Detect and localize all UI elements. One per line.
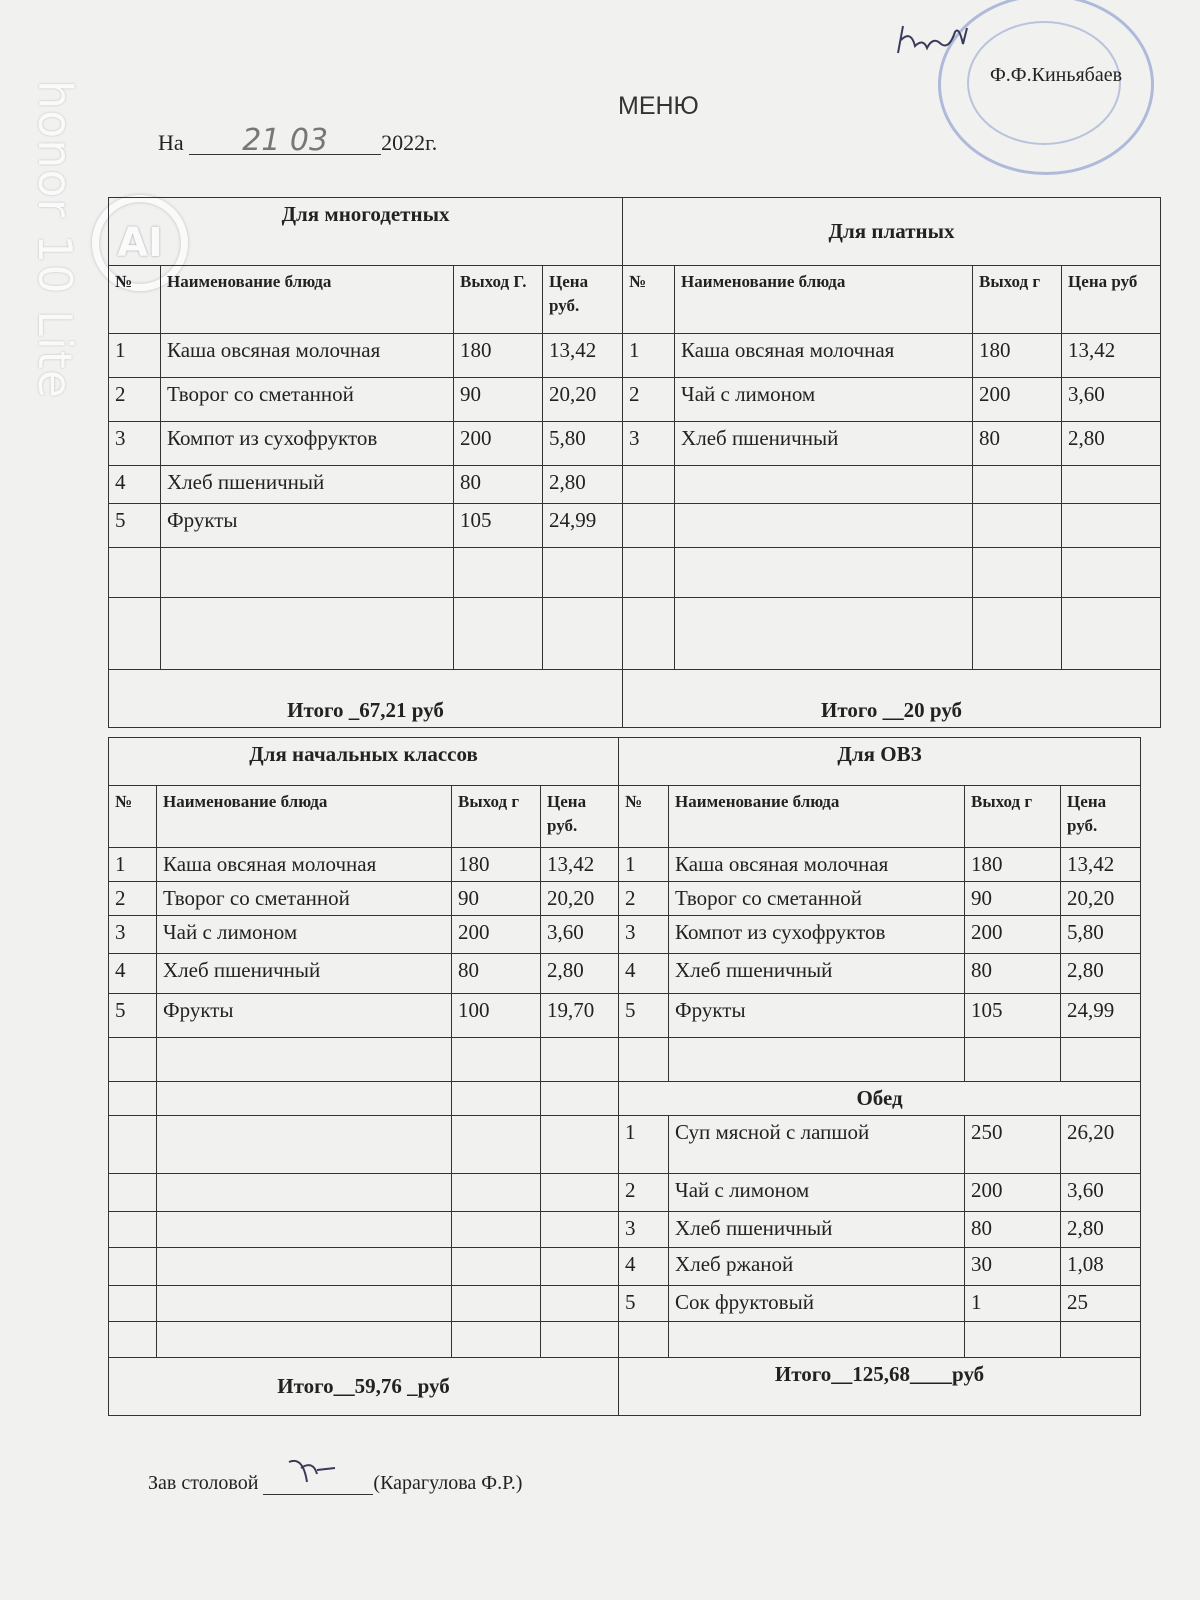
col-header-number: № xyxy=(109,266,161,334)
cell-price: 2,80 xyxy=(1061,954,1141,994)
date-suffix: 2022г. xyxy=(381,130,438,155)
cell-price: 5,80 xyxy=(543,422,623,466)
cell-dish xyxy=(161,598,454,670)
cell-output: 200 xyxy=(454,422,543,466)
cell-number xyxy=(109,1082,157,1116)
cell-number: 3 xyxy=(109,916,157,954)
cell-number: 3 xyxy=(109,422,161,466)
cell-price: 20,20 xyxy=(543,378,623,422)
col-header-dish: Наименование блюда xyxy=(161,266,454,334)
cell-price: 1,08 xyxy=(1061,1248,1141,1286)
section-title-ovz: Для ОВЗ xyxy=(619,738,1141,786)
cell-output: 80 xyxy=(973,422,1062,466)
cell-output xyxy=(973,548,1062,598)
cell-number: 1 xyxy=(619,848,669,882)
table-row xyxy=(109,1174,1141,1212)
cell-output xyxy=(452,1248,541,1286)
cell-dish: Чай с лимоном xyxy=(669,1174,965,1212)
cell-dish: Фрукты xyxy=(157,994,452,1038)
cell-price xyxy=(543,598,623,670)
camera-watermark: honor 10 Lite xyxy=(28,80,82,400)
cell-price xyxy=(541,1212,619,1248)
cell-price xyxy=(1061,1038,1141,1082)
cell-price: 20,20 xyxy=(1061,882,1141,916)
cell-dish: Сок фруктовый xyxy=(669,1286,965,1322)
cell-number: 5 xyxy=(109,504,161,548)
cell-output xyxy=(452,1174,541,1212)
cell-number xyxy=(623,466,675,504)
cell-dish xyxy=(157,1038,452,1082)
section-title-paid: Для платных xyxy=(623,198,1161,266)
cell-dish xyxy=(157,1174,452,1212)
cell-dish xyxy=(669,1038,965,1082)
cell-output xyxy=(965,1038,1061,1082)
cell-price xyxy=(1061,1322,1141,1358)
cell-number: 3 xyxy=(623,422,675,466)
cell-price xyxy=(1062,548,1161,598)
cell-dish: Фрукты xyxy=(669,994,965,1038)
table-row xyxy=(109,1116,1141,1174)
cell-dish: Хлеб пшеничный xyxy=(157,954,452,994)
table-row xyxy=(109,1212,1141,1248)
cell-number: 4 xyxy=(619,954,669,994)
cell-number: 5 xyxy=(619,1286,669,1322)
cell-dish: Чай с лимоном xyxy=(157,916,452,954)
total-large-families: Итого _67,21 руб xyxy=(109,670,623,728)
cell-output: 105 xyxy=(965,994,1061,1038)
cell-dish xyxy=(157,1248,452,1286)
cell-number xyxy=(109,548,161,598)
cell-dish xyxy=(157,1116,452,1174)
footer-signature xyxy=(263,1474,373,1495)
table-row xyxy=(109,954,1141,994)
cell-dish: Каша овсяная молочная xyxy=(669,848,965,882)
cell-number: 2 xyxy=(619,882,669,916)
table-row xyxy=(109,848,1141,882)
cell-output: 90 xyxy=(454,378,543,422)
table-row xyxy=(109,548,1161,598)
approver-signature xyxy=(893,18,983,63)
cell-dish xyxy=(157,1286,452,1322)
cell-number: 1 xyxy=(109,334,161,378)
cell-number xyxy=(109,1322,157,1358)
cell-dish: Компот из сухофруктов xyxy=(161,422,454,466)
cell-output xyxy=(965,1322,1061,1358)
cell-output: 200 xyxy=(965,916,1061,954)
cell-output: 80 xyxy=(454,466,543,504)
cell-output: 80 xyxy=(965,954,1061,994)
cell-output xyxy=(973,466,1062,504)
canteen-head-signature xyxy=(283,1452,343,1488)
col-header-output: Выход г xyxy=(452,786,541,848)
date-prefix: На xyxy=(158,130,184,155)
total-ovz: Итого__125,68____руб xyxy=(619,1358,1141,1416)
cell-price: 13,42 xyxy=(541,848,619,882)
cell-output xyxy=(454,598,543,670)
section-title-large-families: Для многодетных xyxy=(109,198,623,266)
table-row xyxy=(109,1082,1141,1116)
cell-output: 105 xyxy=(454,504,543,548)
cell-price xyxy=(541,1082,619,1116)
cell-price xyxy=(541,1116,619,1174)
cell-number: 4 xyxy=(109,466,161,504)
cell-output: 100 xyxy=(452,994,541,1038)
cell-number: 5 xyxy=(619,994,669,1038)
cell-price: 19,70 xyxy=(541,994,619,1038)
cell-price: 2,80 xyxy=(1062,422,1161,466)
cell-output xyxy=(973,598,1062,670)
cell-number: 2 xyxy=(109,882,157,916)
cell-dish xyxy=(157,1212,452,1248)
cell-number xyxy=(623,548,675,598)
col-header-price: Цена руб. xyxy=(541,786,619,848)
cell-output: 30 xyxy=(965,1248,1061,1286)
cell-number xyxy=(109,1286,157,1322)
cell-dish: Чай с лимоном xyxy=(675,378,973,422)
cell-price: 13,42 xyxy=(1061,848,1141,882)
cell-number: 2 xyxy=(109,378,161,422)
col-header-output: Выход г xyxy=(965,786,1061,848)
cell-number: 1 xyxy=(109,848,157,882)
cell-dish: Каша овсяная молочная xyxy=(675,334,973,378)
cell-dish xyxy=(161,548,454,598)
cell-price xyxy=(541,1248,619,1286)
cell-dish xyxy=(157,1082,452,1116)
footer-role: Зав столовой xyxy=(148,1472,259,1494)
table-row xyxy=(109,378,1161,422)
table-row xyxy=(109,994,1141,1038)
cell-price: 5,80 xyxy=(1061,916,1141,954)
cell-number: 3 xyxy=(619,916,669,954)
table-row xyxy=(109,422,1161,466)
bottom-rows xyxy=(109,848,1141,1358)
col-header-dish: Наименование блюда xyxy=(675,266,973,334)
cell-number xyxy=(109,598,161,670)
table-row xyxy=(109,504,1161,548)
table-row xyxy=(109,1248,1141,1286)
cell-price xyxy=(541,1174,619,1212)
cell-number: 3 xyxy=(619,1212,669,1248)
section-title-primary: Для начальных классов xyxy=(109,738,619,786)
cell-number: 4 xyxy=(619,1248,669,1286)
cell-number: 1 xyxy=(623,334,675,378)
cell-number: 2 xyxy=(619,1174,669,1212)
footer-signature-line xyxy=(148,1472,522,1495)
cell-price xyxy=(1062,466,1161,504)
cell-output: 90 xyxy=(965,882,1061,916)
approver-name: Ф.Ф.Киньябаев xyxy=(990,64,1123,86)
cell-number: 4 xyxy=(109,954,157,994)
cell-output xyxy=(452,1286,541,1322)
cell-dish: Хлеб пшеничный xyxy=(669,954,965,994)
cell-output xyxy=(973,504,1062,548)
cell-price xyxy=(1062,598,1161,670)
footer-person: (Карагулова Ф.Р.) xyxy=(373,1472,523,1494)
cell-price: 26,20 xyxy=(1061,1116,1141,1174)
cell-dish: Компот из сухофруктов xyxy=(669,916,965,954)
cell-output xyxy=(452,1116,541,1174)
cell-dish: Каша овсяная молочная xyxy=(157,848,452,882)
col-header-dish: Наименование блюда xyxy=(157,786,452,848)
cell-price: 13,42 xyxy=(543,334,623,378)
cell-dish xyxy=(157,1322,452,1358)
cell-number xyxy=(109,1174,157,1212)
cell-number: 2 xyxy=(623,378,675,422)
cell-dish: Творог со сметанной xyxy=(157,882,452,916)
col-header-price: Цена руб. xyxy=(543,266,623,334)
cell-price xyxy=(1062,504,1161,548)
cell-price: 2,80 xyxy=(543,466,623,504)
cell-output: 90 xyxy=(452,882,541,916)
cell-number: 5 xyxy=(109,994,157,1038)
col-header-output: Выход г xyxy=(973,266,1062,334)
page-title: МЕНЮ xyxy=(618,92,699,120)
cell-output xyxy=(452,1082,541,1116)
cell-output xyxy=(452,1322,541,1358)
cell-price xyxy=(543,548,623,598)
col-header-price: Цена руб xyxy=(1062,266,1161,334)
cell-dish xyxy=(675,466,973,504)
cell-price: 25 xyxy=(1061,1286,1141,1322)
cell-dish: Хлеб пшеничный xyxy=(161,466,454,504)
cell-number xyxy=(109,1116,157,1174)
col-header-number: № xyxy=(109,786,157,848)
col-header-price: Цена руб. xyxy=(1061,786,1141,848)
ai-badge-icon: AI xyxy=(92,195,188,291)
cell-number xyxy=(109,1038,157,1082)
cell-dish xyxy=(675,504,973,548)
cell-output: 80 xyxy=(965,1212,1061,1248)
col-header-number: № xyxy=(619,786,669,848)
total-paid: Итого __20 руб xyxy=(623,670,1161,728)
cell-number xyxy=(109,1248,157,1286)
cell-output: 1 xyxy=(965,1286,1061,1322)
cell-number xyxy=(623,504,675,548)
col-header-dish: Наименование блюда xyxy=(669,786,965,848)
cell-number xyxy=(109,1212,157,1248)
table-row xyxy=(109,334,1161,378)
col-header-output: Выход Г. xyxy=(454,266,543,334)
cell-dish: Хлеб пшеничный xyxy=(675,422,973,466)
cell-price: 3,60 xyxy=(1062,378,1161,422)
cell-dish xyxy=(675,548,973,598)
cell-dish: Каша овсяная молочная xyxy=(161,334,454,378)
cell-dish: Фрукты xyxy=(161,504,454,548)
cell-price: 24,99 xyxy=(543,504,623,548)
cell-dish: Творог со сметанной xyxy=(161,378,454,422)
cell-output: 250 xyxy=(965,1116,1061,1174)
top-menu-table xyxy=(108,197,1161,728)
table-row xyxy=(109,882,1141,916)
cell-output: 180 xyxy=(965,848,1061,882)
bottom-menu-table xyxy=(108,737,1141,1416)
lunch-section-title: Обед xyxy=(619,1082,1141,1116)
cell-price: 13,42 xyxy=(1062,334,1161,378)
table-row xyxy=(109,1322,1141,1358)
cell-output: 80 xyxy=(452,954,541,994)
cell-output: 200 xyxy=(452,916,541,954)
cell-price: 3,60 xyxy=(541,916,619,954)
menu-date-line xyxy=(158,123,438,158)
cell-price xyxy=(541,1322,619,1358)
cell-output xyxy=(454,548,543,598)
cell-dish: Хлеб пшеничный xyxy=(669,1212,965,1248)
cell-dish xyxy=(675,598,973,670)
cell-output: 200 xyxy=(965,1174,1061,1212)
cell-output: 180 xyxy=(454,334,543,378)
cell-price xyxy=(541,1286,619,1322)
cell-number xyxy=(619,1038,669,1082)
cell-dish xyxy=(669,1322,965,1358)
cell-dish: Творог со сметанной xyxy=(669,882,965,916)
table-row xyxy=(109,598,1161,670)
table-row xyxy=(109,1286,1141,1322)
cell-output: 180 xyxy=(973,334,1062,378)
cell-price: 24,99 xyxy=(1061,994,1141,1038)
cell-number: 1 xyxy=(619,1116,669,1174)
cell-price: 20,20 xyxy=(541,882,619,916)
table-row xyxy=(109,916,1141,954)
cell-dish: Хлеб ржаной xyxy=(669,1248,965,1286)
table-row xyxy=(109,466,1161,504)
cell-number xyxy=(623,598,675,670)
cell-price xyxy=(541,1038,619,1082)
cell-price: 3,60 xyxy=(1061,1174,1141,1212)
cell-dish: Суп мясной с лапшой xyxy=(669,1116,965,1174)
cell-price: 2,80 xyxy=(1061,1212,1141,1248)
table-row xyxy=(109,1038,1141,1082)
cell-number xyxy=(619,1322,669,1358)
cell-output: 200 xyxy=(973,378,1062,422)
total-primary: Итого__59,76 _руб xyxy=(109,1358,619,1416)
date-value: 21 03 xyxy=(189,128,381,155)
top-rows xyxy=(109,334,1161,670)
cell-output xyxy=(452,1038,541,1082)
cell-price: 2,80 xyxy=(541,954,619,994)
col-header-number: № xyxy=(623,266,675,334)
cell-output: 180 xyxy=(452,848,541,882)
cell-output xyxy=(452,1212,541,1248)
